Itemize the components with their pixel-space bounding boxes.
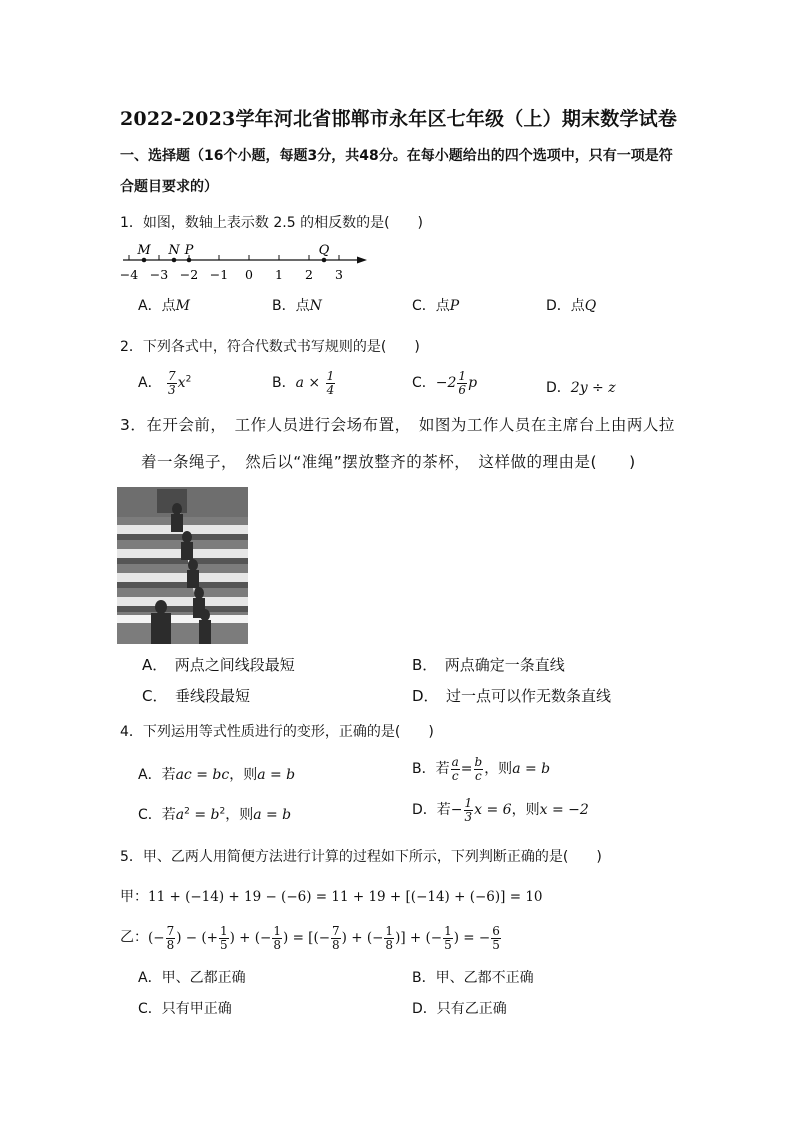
question-5-option-c[interactable]: C．只有甲正确 bbox=[138, 1001, 232, 1017]
question-2-option-b[interactable]: B．a × $\frac{1}{4}$ bbox=[272, 369, 335, 397]
number-line-figure bbox=[115, 238, 375, 286]
tick-label: 3 bbox=[335, 267, 343, 282]
question-1-option-b[interactable]: B．点N bbox=[272, 298, 322, 314]
section-header-line1: 一、选择题（16个小题，每题3分，共48分。在每小题给出的四个选项中，只有一项是符 bbox=[120, 148, 673, 164]
question-5-option-a[interactable]: A．甲、乙都正确 bbox=[138, 970, 246, 986]
question-4-option-a[interactable]: A．若ac = bc，则a = b bbox=[138, 767, 296, 783]
point-label: M bbox=[137, 243, 151, 258]
question-2-option-a[interactable]: A． $\frac{7}{3}$ $x^2$ bbox=[138, 369, 192, 397]
meeting-hall-photo bbox=[117, 487, 248, 644]
section-header-line2: 合题目要求的） bbox=[120, 179, 218, 195]
question-5-jia-line: 甲：11 + (−14) + 19 − (−6) = 11 + 19 + [(−14) + (−6)] = 10 bbox=[120, 889, 543, 905]
page-title: 2022-2023学年河北省邯郸市永年区七年级（上）期末数学试卷 bbox=[120, 108, 678, 130]
point-label: Q bbox=[318, 243, 330, 258]
question-3-option-d[interactable]: D． 过一点可以作无数条直线 bbox=[412, 687, 612, 705]
question-4-stem: 4．下列运用等式性质进行的变形，正确的是( ) bbox=[120, 724, 434, 740]
question-2-option-c[interactable]: C．−2 $\frac{1}{6}$ p bbox=[412, 369, 478, 397]
point-label: N bbox=[168, 243, 180, 258]
question-1-option-c[interactable]: C．点P bbox=[412, 298, 460, 314]
question-3-option-c[interactable]: C． 垂线段最短 bbox=[142, 687, 250, 705]
point-label: P bbox=[184, 243, 194, 258]
tick-label: −1 bbox=[209, 267, 229, 282]
question-3-line2: 着一条绳子， 然后以“准绳”摆放整齐的茶杯， 这样做的理由是( ) bbox=[141, 453, 636, 471]
point-m bbox=[142, 258, 147, 263]
question-5-stem: 5．甲、乙两人用简便方法进行计算的过程如下所示，下列判断正确的是( ) bbox=[120, 849, 602, 865]
question-1-option-a[interactable]: A．点M bbox=[138, 298, 190, 314]
question-4-option-c[interactable]: C．若$a^2 = b^2$，则a = b bbox=[138, 806, 292, 823]
question-2-option-d[interactable]: D．2y ÷ z bbox=[546, 380, 616, 396]
question-4-option-d[interactable]: D．若− $\frac{1}{3}$ x = 6，则x = −2 bbox=[412, 796, 589, 824]
tick-label: 2 bbox=[305, 267, 313, 282]
question-1-option-d[interactable]: D．点Q bbox=[546, 298, 597, 314]
tick-label: −4 bbox=[119, 267, 139, 282]
tick-label: −3 bbox=[149, 267, 169, 282]
tick-label: 1 bbox=[275, 267, 283, 282]
tick-label: −2 bbox=[179, 267, 199, 282]
question-2-stem: 2．下列各式中，符合代数式书写规则的是( ) bbox=[120, 339, 420, 355]
point-q bbox=[322, 258, 327, 263]
question-3-line1: 3．在开会前， 工作人员进行会场布置， 如图为工作人员在主席台上由两人拉 bbox=[120, 416, 675, 434]
question-5-yi-line: 乙：(− $\frac{7}{8}$ ) − (+ $\frac{1}{5}$ ) + (− $\frac{1}{8}$ ) = [(− $\frac{7}{8}$ ) + (− $\frac{1}{8}$ )] + (− $\frac{1}{5}$ ) = − $\frac{6}{5}$ bbox=[120, 924, 500, 952]
point-n bbox=[172, 258, 177, 263]
question-5-option-b[interactable]: B．甲、乙都不正确 bbox=[412, 970, 534, 986]
point-p bbox=[187, 258, 192, 263]
question-5-option-d[interactable]: D．只有乙正确 bbox=[412, 1001, 507, 1017]
question-4-option-b[interactable]: B．若 $\frac{a}{c}$ = $\frac{b}{c}$ ，则a = b bbox=[412, 755, 551, 783]
tick-label: 0 bbox=[245, 267, 253, 282]
question-3-option-b[interactable]: B． 两点确定一条直线 bbox=[412, 656, 565, 674]
question-1-stem: 1．如图，数轴上表示数 2.5 的相反数的是( ) bbox=[120, 215, 423, 231]
number-line-arrow bbox=[357, 257, 367, 264]
question-3-option-a[interactable]: A． 两点之间线段最短 bbox=[142, 656, 295, 674]
